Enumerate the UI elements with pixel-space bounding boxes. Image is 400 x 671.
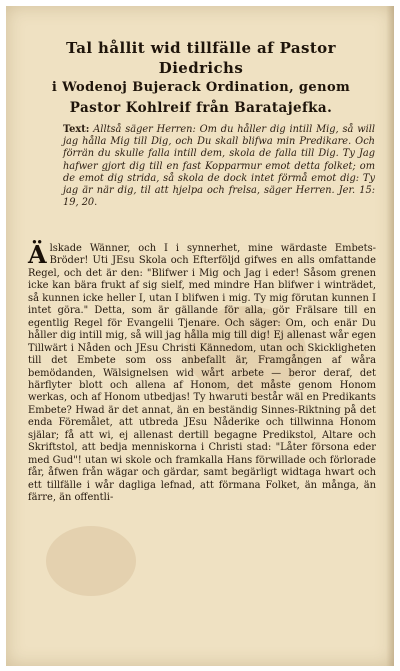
title-line: Tal hållit wid tillfälle af Pastor Diedrichs: [66, 39, 336, 77]
title-line: Pastor Kohlreif från Baratajefka.: [69, 100, 333, 116]
page-edge-shadow: [386, 6, 394, 666]
document-title: [28, 38, 374, 118]
sermon-body-text: lskade Wänner, och I i synnerhet, mine wärdaste Embets-Bröder! Uti JEsu Skola och Efterföljd gifwes en alls omfattande Regel, och det är den: "Blifwer i Mig och Jag i eder! Såsom grenen icke kan bära frukt af sig sielf, med mindre Han blifwer i winträdet, så kunnen icke heller I, utan I blifwen i mig. Ty mig förutan kunnen I intet göra." Detta, som är gällande för alla, gör Frälsare till en egentlig Regel för Evangelii Tjenare. Och säger: Om, och enär Du håller dig intill mig, så will jag hålla mig till dig! Ej allenast wår egen Tillwärt i Nåden och JEsu Christi Kännedom, utan och Skickligheten till det Embete som oss anbefallt är, Framgången af wåra bemödanden, Wälsignelsen wid wårt arbete — beror deraf, det härflyter blott och allena af Honom, det måste genom Honom werkas, och af Honom utbedjas! Ty hwaruti består wäl en Predikants Embete? Hwad är det annat, än en beständig Sinnes-Riktning på det enda Föremålet, att utbreda JEsu Nåderike och tillwinna Honom själar; få att wi, ej allenast dertill begagne Predikstol, Altare och Skriftstol, att bedja menniskorna i Christi stad: "Låter försona eder med Gud"! utan wi skole och framkalla Hans förwillade och förlorade får, åfwen från wägar och gärdar, samt begärligt widtaga hwart och ett tillfälle i wår dagliga lefnad, att förmana Folket, än många, än färre, än offentli-: [28, 243, 376, 504]
text-label: Text:: [63, 124, 90, 135]
text-body: Alltså säger Herren: Om du håller dig intill Mig, så will jag hålla Mig till Dig, och Du skall blifwa min Predikare. Och förrän du skulle falla intill dem, skola de falla till Dig. Ty Jag hafwer gjort dig till en fast Kopparmur emot detta folket; om de emot dig strida, så skola de dock intet förmå emot dig: Ty jag är när dig, til att hjelpa och frelsa, säger Herren. Jer. 15: 19, 20.: [63, 124, 375, 209]
sermon-body: [28, 240, 376, 505]
paper-stain: [46, 526, 136, 596]
scripture-text: [63, 124, 375, 209]
title-line: i Wodenoj Bujerack Ordination, genom: [51, 80, 351, 95]
drop-initial: Ä: [28, 240, 47, 269]
